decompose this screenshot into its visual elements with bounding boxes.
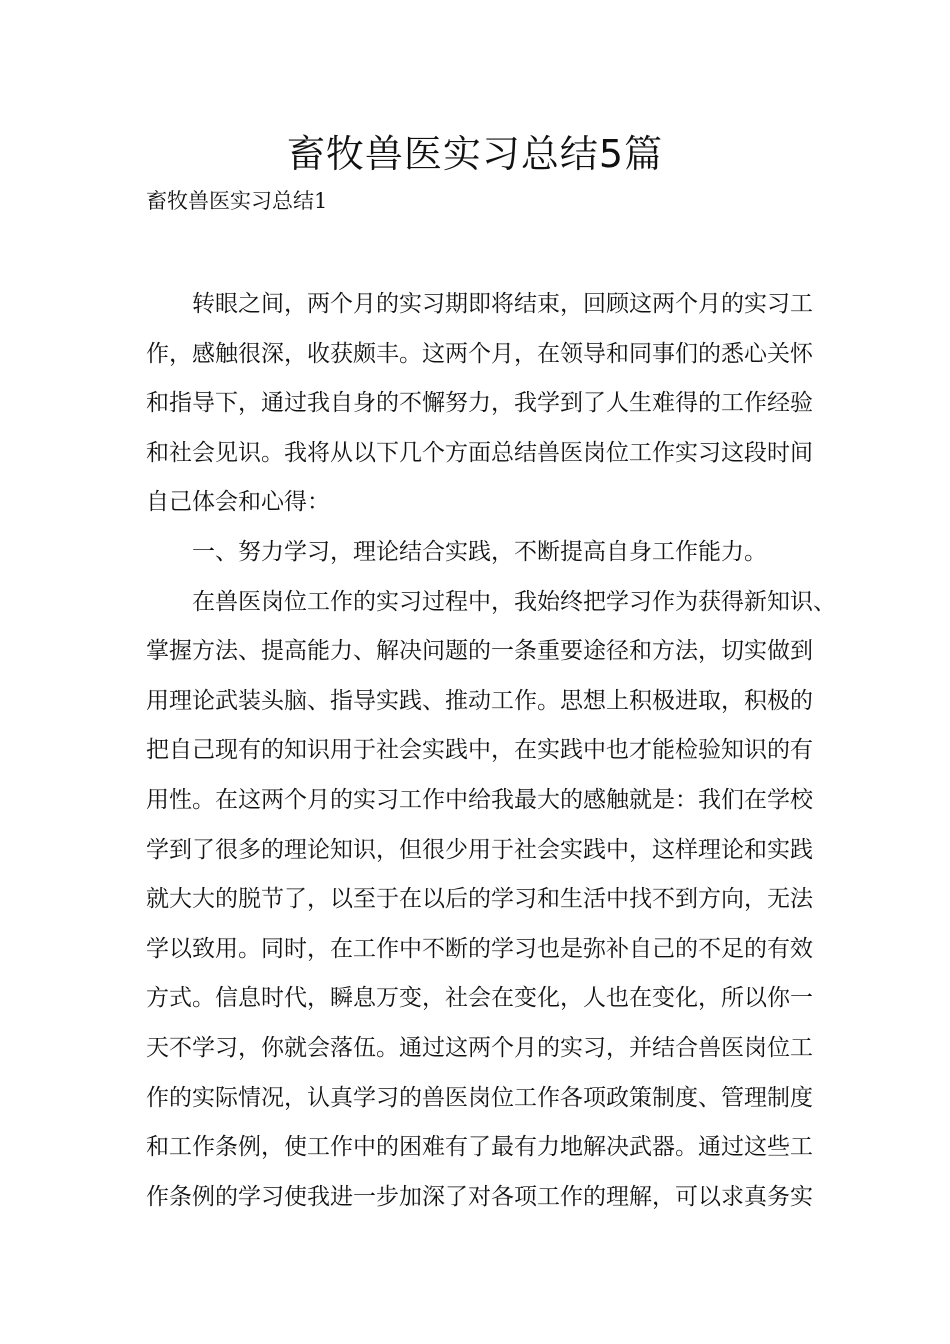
- text-line: 掌握方法、提高能力、解决问题的一条重要途径和方法，切实做到: [146, 638, 813, 665]
- document-title: 畜牧兽医实习总结5篇: [286, 132, 664, 176]
- text-line: 在兽医岗位工作的实习过程中，我始终把学习作为获得新知识、: [192, 588, 836, 615]
- text-line: 一、努力学习，理论结合实践，不断提高自身工作能力。: [192, 538, 767, 565]
- document-body: [146, 280, 836, 1222]
- text-line: 学到了很多的理论知识，但很少用于社会实践中，这样理论和实践: [146, 836, 813, 863]
- text-line: 自己体会和心得：: [146, 489, 330, 516]
- text-line: 作的实际情况，认真学习的兽医岗位工作各项政策制度、管理制度: [146, 1084, 813, 1111]
- text-line: 和社会见识。我将从以下几个方面总结兽医岗位工作实习这段时间: [146, 439, 813, 466]
- text-line: 和工作条例，使工作中的困难有了最有力地解决武器。通过这些工: [146, 1134, 813, 1161]
- text-line: 用性。在这两个月的实习工作中给我最大的感触就是：我们在学校: [146, 786, 813, 813]
- text-line: 用理论武装头脑、指导实践、推动工作。思想上积极进取，积极的: [146, 687, 813, 714]
- text-line: 转眼之间，两个月的实习期即将结束，回顾这两个月的实习工: [192, 291, 813, 317]
- text-line: 把自己现有的知识用于社会实践中，在实践中也才能检验知识的有: [146, 737, 813, 764]
- section-heading: 畜牧兽医实习总结1: [146, 189, 328, 213]
- text-line: 学以致用。同时，在工作中不断的学习也是弥补自己的不足的有效: [146, 935, 813, 962]
- text-line: 天不学习，你就会落伍。通过这两个月的实习，并结合兽医岗位工: [146, 1034, 813, 1061]
- text-line: 就大大的脱节了，以至于在以后的学习和生活中找不到方向，无法: [146, 886, 813, 913]
- text-line: 和指导下，通过我自身的不懈努力，我学到了人生难得的工作经验: [146, 390, 813, 417]
- text-line: 作条例的学习使我进一步加深了对各项工作的理解，可以求真务实: [146, 1183, 813, 1210]
- text-line: 作，感触很深，收获颇丰。这两个月，在领导和同事们的悉心关怀: [146, 340, 813, 367]
- text-line: 方式。信息时代，瞬息万变，社会在变化，人也在变化，所以你一: [146, 985, 813, 1012]
